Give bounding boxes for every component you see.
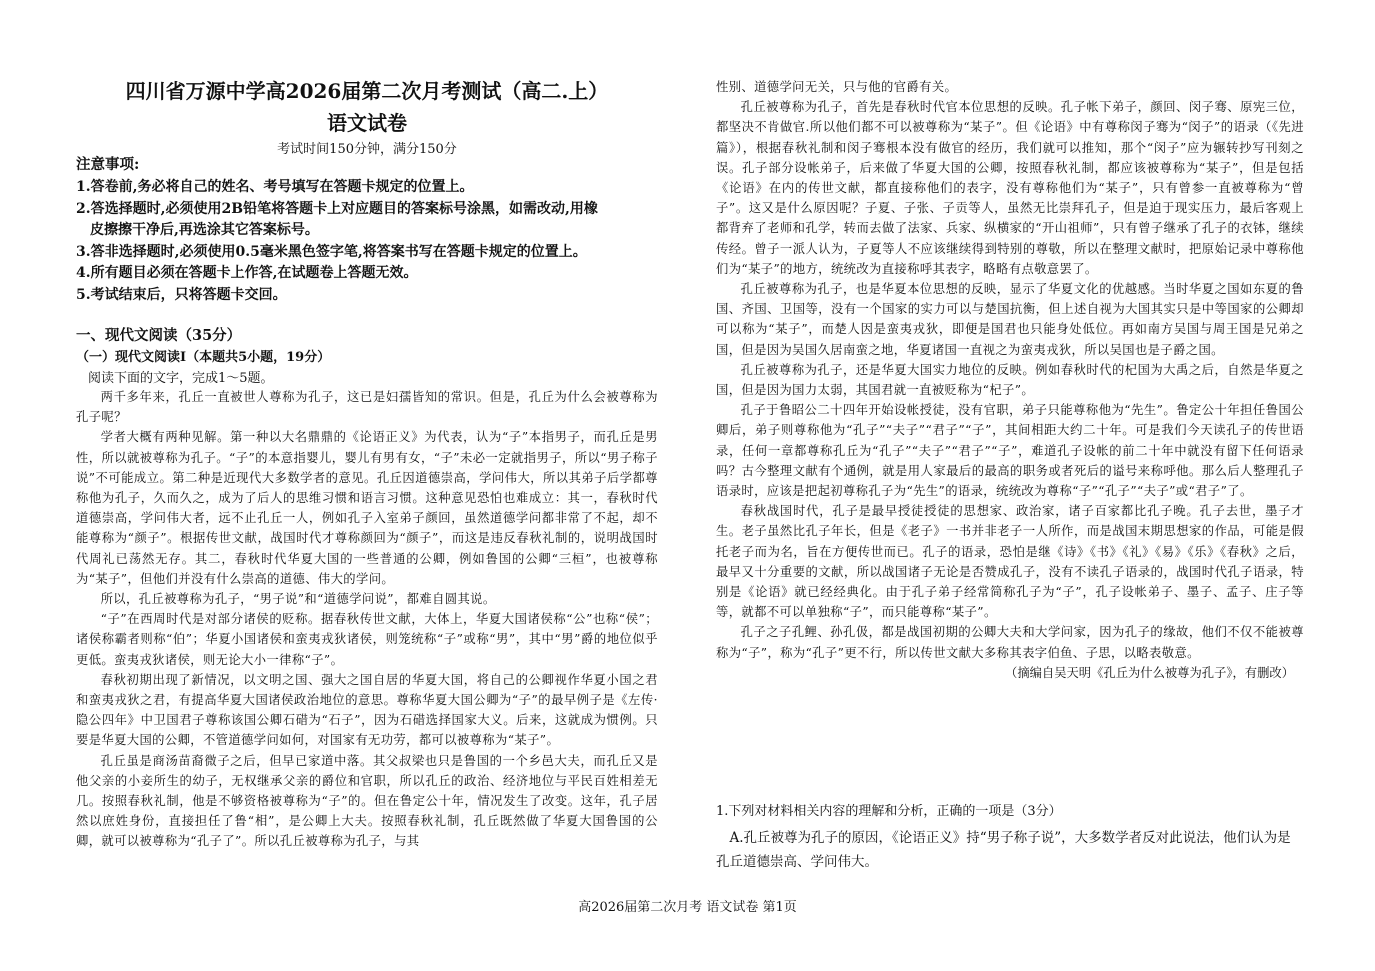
notice-item: 1.答卷前,务必将自己的姓名、考号填写在答题卡规定的位置上。 xyxy=(76,179,474,195)
passage-paragraph: 孔丘被尊称为孔子，也是华夏本位思想的反映，显示了华夏文化的优越感。当时华夏之国如东夏的鲁国、齐国、卫国等，没有一个国家的实力可以与楚国抗衡，但上述自视为大国其实只是中等国家的公卿却可以称为“某子”，而楚人因是蛮夷戎狄，即便是国君也只能身处低位。再如南方吴国与周王国是兄弟之国，但是因为吴国久居南蛮之地，华夏诸国一直视之为蛮夷戎狄，所以吴国也是子爵之国。 xyxy=(716,282,1304,357)
notice-item: 5.考试结束后，只将答题卡交回。 xyxy=(76,286,287,303)
notice-list xyxy=(76,177,666,306)
notice-item: 皮擦擦干净后,再选涂其它答案标号。 xyxy=(90,222,319,238)
reading-passage-left xyxy=(76,387,658,852)
passage-paragraph: 孔子于鲁昭公二十四年开始设帐授徒，没有官职，弟子只能尊称他为“先生”。鲁定公十年担任鲁国公卿后，弟子则尊称他为“孔子”“夫子”“君子”“子”，其间相距大约二十年。可是我们今天读孔子的传世语录，任何一章都尊称孔丘为“孔子”“夫子”“君子”“子”，难道孔子设帐的前二十年中就没有留下任何语录吗？古今整理文献有个通例，就是用人家最后的最高的职务或者死后的谥号来称呼他。那么后人整理孔子语录时，应该是把起初尊称孔子为“先生”的语录，统统改为尊称“子”“孔子”“夫子”或“君子”了。 xyxy=(716,403,1304,499)
passage-paragraph: “子”在西周时代是对部分诸侯的贬称。据春秋传世文献，大体上，华夏大国诸侯称“公”也称“侯”；诸侯称霸者则称“伯”；华夏小国诸侯和蛮夷戎狄诸侯，则笼统称“子”或称“男”，其中“男”爵的地位似乎更低。蛮夷戎狄诸侯，则无论大小一律称“子”。 xyxy=(76,612,658,667)
notice-item: 3.答非选择题时,必须使用0.5毫米黑色签字笔,将答案书写在答题卡规定的位置上。 xyxy=(76,243,587,260)
source-citation: （摘编自吴天明《孔丘为什么被尊为孔子》，有删改） xyxy=(1005,665,1294,680)
paper-title: 语文试卷 xyxy=(327,111,407,135)
exam-time-info: 考试时间150分钟，满分150分 xyxy=(277,142,457,157)
passage-paragraph: 所以，孔丘被尊称为孔子，“男子说”和“道德学问说”，都难自圆其说。 xyxy=(100,592,496,607)
passage-paragraph: 两千多年来，孔丘一直被世人尊称为孔子，这已是妇孺皆知的常识。但是，孔丘为什么会被尊称为孔子呢？ xyxy=(76,390,658,425)
notice-item: 2.答选择题时,必须使用2B铅笔将答题卡上对应题目的答案标号涂黑，如需改动,用橡 xyxy=(76,200,598,217)
question-option-a: A.孔丘被尊为孔子的原因，《论语正义》持“男子称子说”，大多数学者反对此说法，他们认为是孔丘道德崇高、学问伟大。 xyxy=(716,830,1291,870)
reading-passage-right xyxy=(716,77,1304,683)
notice-item: 4.所有题目必须在答题卡上作答,在试题卷上答题无效。 xyxy=(76,265,418,281)
passage-paragraph: 孔子之子孔鲤、孙孔伋，都是战国初期的公卿大夫和大学问家，因为孔子的缘故，他们不仅不能被尊称为“子”，称为“孔子”更不行，所以传世文献大多称其表字伯鱼、子思，以略表敬意。 xyxy=(716,625,1304,660)
subsection-heading: （一）现代文阅读I（本题共5小题，19分） xyxy=(76,350,331,365)
exam-title: 四川省万源中学高2026届第二次月考测试（高二.上） xyxy=(125,79,609,103)
passage-paragraph: 春秋初期出现了新情况，以文明之国、强大之国自居的华夏大国，将自己的公卿视作华夏小国之君和蛮夷戎狄之君，有提高华夏大国诸侯政治地位的意思。尊称华夏大国公卿为“子”的最早例子是《左传·隐公四年》中卫国君子尊称该国公卿石碏为“石子”，因为石碏选择国家大义。后来，这就成为惯例。只要是华夏大国的公卿，不管道德学问如何，对国家有无功劳，都可以被尊称为“某子”。 xyxy=(76,672,658,748)
notice-heading: 注意事项: xyxy=(76,156,140,173)
question-stem: 1.下列对材料相关内容的理解和分析，正确的一项是（3分） xyxy=(716,804,1062,819)
passage-paragraph: 春秋战国时代，孔子是最早授徒授徒的思想家、政治家，诸子百家都比孔子晚。孔子去世，墨子才生。老子虽然比孔子年长，但是《老子》一书并非老子一人所作，而是战国末期思想家的作品，可能是假托老子而为名，旨在方便传世而已。孔子的语录，恐怕是继《诗》《书》《礼》《易》《乐》《春秋》之后，最早又十分重要的文献，所以战国诸子无论是否赞成孔子，没有不读孔子语录的，战国时代孔子语录，特别是《论语》就已经经典化。由于孔子弟子经常简称孔子为“子”，孔子设帐弟子、墨子、孟子、庄子等等，就都不可以单独称“子”，而只能尊称“某子”。 xyxy=(716,504,1304,620)
passage-paragraph: 性别、道德学问无关，只与他的官爵有关。 xyxy=(716,80,958,94)
passage-paragraph: 孔丘被尊称为孔子，还是华夏大国实力地位的反映。例如春秋时代的杞国为大禹之后，自然是华夏之国，但是因为国力太弱，其国君就一直被贬称为“杞子”。 xyxy=(716,362,1304,398)
passage-paragraph: 孔丘被尊称为孔子，首先是春秋时代官本位思想的反映。孔子帐下弟子，颜回、闵子骞、原宪三位，都坚决不肯做官.所以他们都不可以被尊称为“某子”。但《论语》中有尊称闵子骞为“闵子”的语录（《先进篇》），根据春秋礼制和闵子骞根本没有做官的经历，我们就可以推知，那个“闵子”应为辗转抄写刊刻之误。孔子部分设帐弟子，后来做了华夏大国的公卿，按照春秋礼制，都应该被尊称为“某子”，但是包括《论语》在内的传世文献，都直接称他们的表字，没有尊称他们为“某子”，只有曾参一直被尊称为“曾子”。这又是什么原因呢？子夏、子张、子贡等人，虽然无比崇拜孔子，但是迫于现实压力，最后客观上都背弃了老师和孔学，转而去做了法家、兵家、纵横家的“开山祖师”，只有曾子继承了孔子的衣钵，继续传经。曾子一派人认为，子夏等人不应该继续得到特别的尊敬，所以在整理文献时，把原始记录中尊称他们为“某子”的地方，统统改为直接称呼其表字，略略有点敬意罢了。 xyxy=(716,100,1304,276)
reading-instruction: 阅读下面的文字，完成1～5题。 xyxy=(88,371,274,386)
passage-paragraph: 学者大概有两种见解。第一种以大名鼎鼎的《论语正义》为代表，认为“子”本指男子，而孔丘是男性，所以就被尊称为孔子。“子”的本意指婴儿，婴儿有男有女，“子”未必一定就指男子，所以“男子称子说”不可能成立。第二种是近现代大多数学者的意见。孔丘因道德崇高，学问伟大，所以其弟子后学都尊称他为孔子，久而久之，成为了后人的思维习惯和语言习惯。这种意见恐怕也难成立：其一，春秋时代道德崇高，学问伟大者，远不止孔丘一人，例如孔子入室弟子颜回，虽然道德学问都非常了不起，却不能尊称为“颜子”。根据传世文献，战国时代才尊称颜回为“颜子”，而这是违反春秋礼制的，说明战国时代周礼已荡然无存。其二，春秋时代华夏大国的一些普通的公卿，例如鲁国的公卿“三桓”，也被尊称为“某子”，但他们并没有什么崇高的道德、伟大的学问。 xyxy=(76,430,658,586)
page-footer: 高2026届第二次月考 语文试卷 第1页 xyxy=(578,900,797,915)
passage-paragraph: 孔丘虽是商汤苗裔微子之后，但早已家道中落。其父叔梁也只是鲁国的一个乡邑大夫，而孔丘又是他父亲的小妾所生的幼子，无权继承父亲的爵位和官职，所以孔丘的政治、经济地位与平民百姓相差无几。按照春秋礼制，他是不够资格被尊称为“子”的。但在鲁定公十年，情况发生了改变。这年，孔子居然以庶姓身份，直接担任了鲁“相”，是公卿上大夫。按照春秋礼制，孔丘既然做了华夏大国鲁国的公卿，就可以被尊称为“孔子了”。所以孔丘被尊称为孔子，与其 xyxy=(76,753,658,849)
section-heading: 一、现代文阅读（35分） xyxy=(76,327,242,344)
